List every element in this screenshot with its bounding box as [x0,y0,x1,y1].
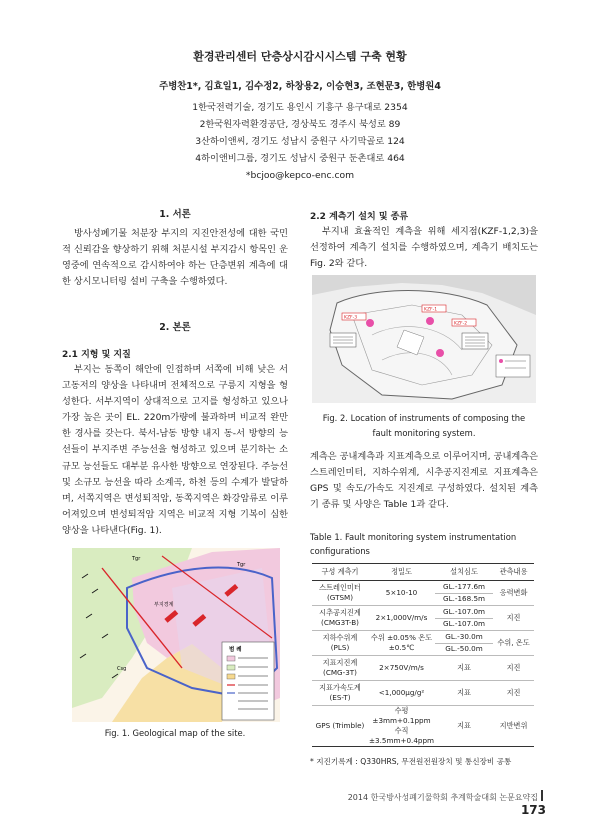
affiliation-2: 2한국원자력환경공단, 경상북도 경주시 북성로 89 [199,119,401,130]
table-1-caption: Table 1. Fault monitoring system instrumentation configurations [310,532,517,556]
section-heading-body: 2. 본론 [159,322,191,333]
cell-depth: 지표 [435,681,493,706]
footer-divider [541,790,543,801]
cell-precision: 수위 ±0.05% 온도 ±0.5℃ [368,631,435,656]
cell-observation: 지반변위 [493,706,534,747]
table-row [312,631,534,644]
proceedings-title: 2014 한국방사성폐기물학회 추계학술대회 논문요약집 [347,793,538,802]
cell-instrument: GPS (Trimble) [312,706,368,747]
page-footer [330,790,546,817]
cell-instrument: 스트레인미터 (GTSM) [312,581,368,606]
map-legend-title: 범 례 [229,647,242,653]
geology-paragraph: 부지는 동쪽이 해안에 인접하며 서쪽에 비해 낮은 서고동저의 양상을 나타내며 전체적으로 구릉지 지형을 형성한다. 서부지역이 상대적으로 고지를 형성하고 있으나 가장 높은 곳이 EL. 220m가량에 불과하며 비교적 완만한 경사를 갖는다. 북서-남동 방향 내지 동-서 방향의 능선들이 부지주변 주능선을 형성하고 있으며 분기하는 소규모 능선들도 대부분 유사한 방향으로 연장된다. 주능선 및 소규모 능선을 따라 소계곡, 하천 등의 수계가 발달하며, 서쪽지역은 변성퇴적암, 동쪽지역은 화강암류로 이루어져있으며 변성퇴적암 지역은 비교적 지형 기복이 심한 양상을 나타낸다(Fig. 1). [62,364,288,536]
cell-depth: 지표 [435,706,493,747]
author-email: *bcjoo@kepco-enc.com [245,170,355,181]
col-header-observation: 관측내용 [493,564,534,581]
figure-1-caption: Fig. 1. Geological map of the site. [104,728,246,738]
table-row [312,606,534,619]
cell-depth: GL.-50.0m [435,643,493,656]
cell-instrument: 지하수위계 (PLS) [312,631,368,656]
cell-observation: 지진 [493,656,534,681]
author-list: 주병찬1*, 김효일1, 김수정2, 하창용2, 이승현3, 조현문3, 한병원4 [159,81,441,92]
instrument-location-figure [312,275,536,403]
table-row [312,681,534,706]
figure-2-caption-line-2: fault monitoring system. [372,428,476,438]
cell-precision: 5×10-10 [368,581,435,606]
subsection-2-2-heading: 2.2 계측기 설치 및 종류 [310,212,409,222]
cell-observation: 수위, 온도 [493,631,534,656]
col-header-depth: 설치심도 [435,564,493,581]
figure-2-caption-line-1: Fig. 2. Location of instruments of composing the [322,413,526,423]
cell-precision: 2×1,000V/m/s [368,606,435,631]
map-label-tgr-1: Tgr [132,556,141,562]
cell-depth: GL.-30.0m [435,631,493,644]
cell-depth: GL.-107.0m [435,618,493,631]
cell-observation: 지진 [493,681,534,706]
col-header-precision: 정밀도 [368,564,435,581]
kzf-3-label: KZF-3 [344,315,358,321]
table-row [312,581,534,594]
cell-instrument: 지표가속도계 (ES-T) [312,681,368,706]
affiliation-3: 3산하이앤씨, 경기도 성남시 중원구 사기막골로 124 [195,136,405,147]
cell-instrument: 지표지진계 (CMG-3T) [312,656,368,681]
affiliation-1: 1한국전력기술, 경기도 용인시 기흥구 용구대로 2354 [192,102,408,113]
col-header-instrument: 구성 계측기 [312,564,368,581]
kzf-1-label: KZF-1 [424,307,438,313]
map-label-csg: Csg [117,666,127,672]
cell-depth: GL.-168.5m [435,593,493,606]
map-label-site-boundary: 부지경계 [154,602,174,608]
table-row [312,706,534,747]
map-label-tgr-2: Tgr [237,562,246,568]
table-header-row [312,564,534,581]
installation-paragraph: 부지내 효율적인 계측을 위해 세지점(KZF-1,2,3)을 선정하여 계측기 설치를 수행하였으며, 계측기 배치도는 Fig. 2와 같다. [310,226,538,270]
cell-instrument: 시추공지진계 (CMG3T-B) [312,606,368,631]
section-heading-intro: 1. 서론 [159,209,191,220]
affiliation-4: 4하이앤비그룹, 경기도 성남시 중원구 둔촌대로 464 [195,153,405,164]
cell-depth: GL.-177.6m [435,581,493,594]
table-row [312,656,534,681]
intro-paragraph: 방사성폐기물 처분장 부지의 지진안전성에 대한 국민적 신뢰감을 향상하기 위해 처분시설 부지감시 항목인 운영중에 연속적으로 감시하여야 하는 단층변위 계측에 대한 상시모니터링 설비 구축을 수행하였다. [62,228,288,288]
cell-depth: 지표 [435,656,493,681]
cell-precision: <1,000μg/g² [368,681,435,706]
cell-precision: 수평 ±3mm+0.1ppm 수직 ±3.5mm+0.4ppm [369,706,435,745]
cell-precision: 2×750V/m/s [368,656,435,681]
paper-title: 환경관리센터 단층상시감시시스템 구축 현황 [193,50,407,63]
cell-depth: GL.-107.0m [435,606,493,619]
geological-map-figure [72,548,280,722]
table-footnote: * 지진기록계 : Q330HRS, 무전원전원장치 및 통신장비 공통 [310,757,512,766]
cell-observation: 응력변화 [493,581,534,606]
instrument-types-paragraph: 계측은 공내계측과 지표계측으로 이루어지며, 공내계측은 스트레인미터, 지하수위계, 시추공지진계로 지표계측은 GPS 및 속도/가속도 지진계로 구성하였다. 설치된 계측기 종류 및 사양은 Table 1과 같다. [310,451,538,511]
instrument-table [312,563,534,747]
kzf-2-label: KZF-2 [454,321,468,327]
page-number: 173 [520,803,546,817]
subsection-2-1-heading: 2.1 지형 및 지질 [62,350,131,360]
cell-observation: 지진 [493,606,534,631]
